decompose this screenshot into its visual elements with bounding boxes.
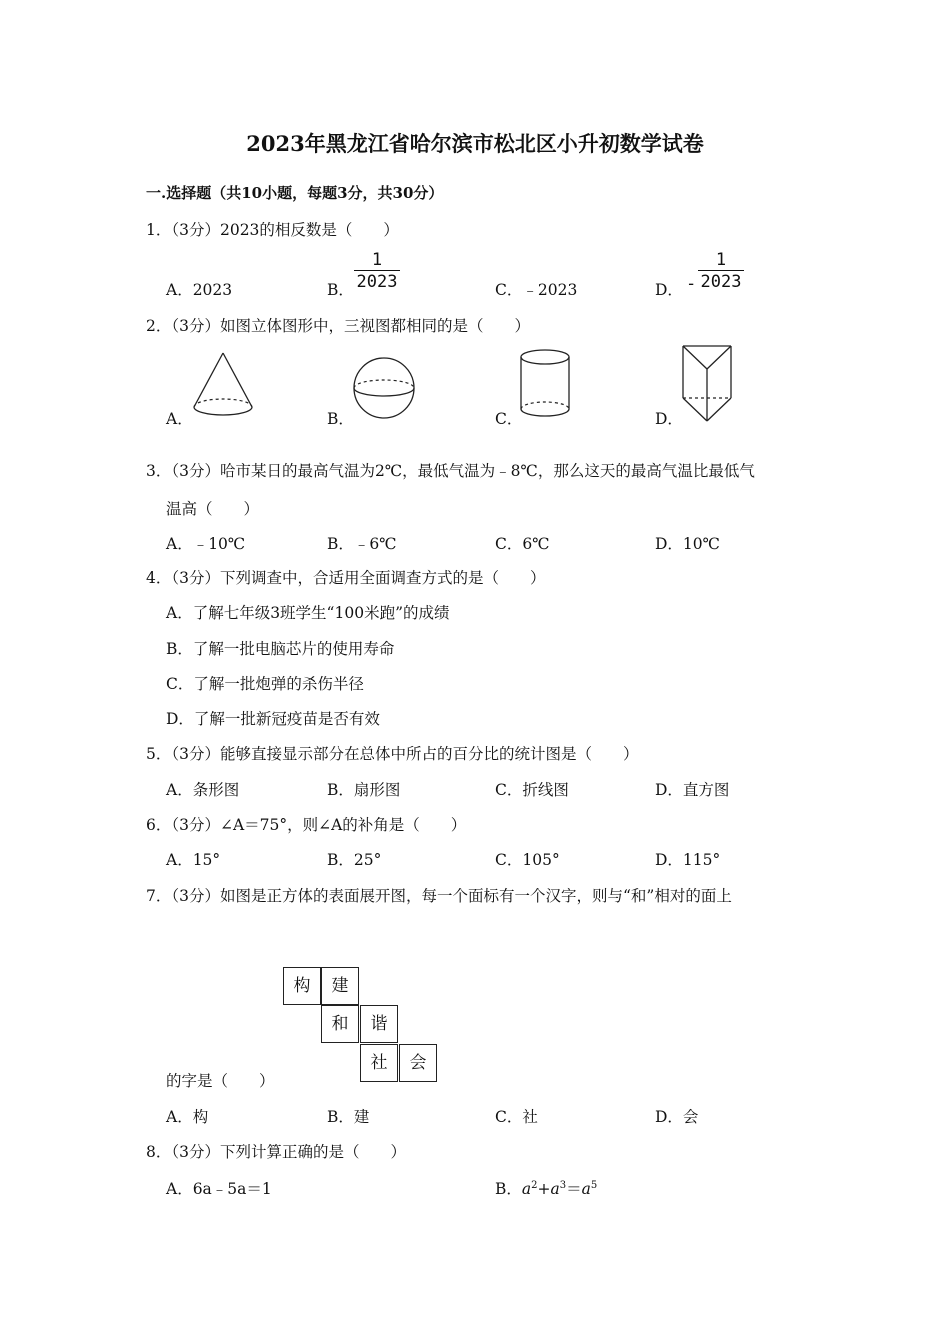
equals-sign: ＝	[566, 1180, 582, 1198]
exponent: 2	[531, 1180, 538, 1191]
q6-option-b[interactable]: B．25°	[327, 851, 382, 869]
q3-option-a[interactable]: A．﹣10℃	[166, 535, 246, 553]
cone-icon	[190, 350, 256, 422]
q5-option-d[interactable]: D．直方图	[655, 781, 730, 799]
question-7-stem-line2: 的字是（ ）	[166, 1072, 275, 1090]
question-5-stem: 5．（3分）能够直接显示部分在总体中所占的百分比的统计图是（ ）	[146, 745, 639, 763]
q4-option-c[interactable]: C．了解一批炮弹的杀伤半径	[166, 675, 364, 693]
q5-option-c[interactable]: C．折线图	[495, 781, 569, 799]
net-cell: 构	[283, 967, 321, 1005]
q3-option-b[interactable]: B．﹣6℃	[327, 535, 397, 553]
q7-option-d[interactable]: D．会	[655, 1108, 699, 1126]
triangular-prism-icon	[680, 343, 736, 425]
fraction-numerator: 1	[715, 250, 727, 270]
sphere-icon	[352, 356, 418, 422]
fraction-numerator: 1	[371, 250, 383, 270]
plus-sign: +	[537, 1180, 551, 1198]
q4-option-d[interactable]: D．了解一批新冠疫苗是否有效	[166, 710, 380, 728]
q2-option-c[interactable]: C．	[495, 410, 523, 428]
q6-option-a[interactable]: A．15°	[166, 851, 221, 869]
q7-option-c[interactable]: C．社	[495, 1108, 538, 1126]
q7-option-a[interactable]: A．构	[166, 1108, 209, 1126]
q4-option-b[interactable]: B．了解一批电脑芯片的使用寿命	[166, 640, 395, 658]
question-8-stem: 8．（3分）下列计算正确的是（ ）	[146, 1143, 406, 1161]
q4-option-a[interactable]: A．了解七年级3班学生“100米跑”的成绩	[166, 604, 450, 622]
q3-option-c[interactable]: C．6℃	[495, 535, 550, 553]
section-heading: 一.选择题（共10小题，每题3分，共30分）	[146, 184, 444, 202]
question-6-stem: 6．（3分）∠A＝75°，则∠A的补角是（ ）	[146, 816, 467, 834]
q1-option-d-label[interactable]: D．	[655, 281, 683, 299]
q1-option-c[interactable]: C．﹣2023	[495, 281, 578, 299]
question-3-stem-line2: 温高（ ）	[166, 500, 260, 518]
cylinder-icon	[518, 348, 574, 424]
question-2-stem: 2．（3分）如图立体图形中，三视图都相同的是（ ）	[146, 317, 530, 335]
q5-option-b[interactable]: B．扇形图	[327, 781, 401, 799]
question-3-stem-line1: 3．（3分）哈市某日的最高气温为2℃，最低气温为﹣8℃，那么这天的最高气温比最低气	[146, 462, 755, 480]
q6-option-c[interactable]: C．105°	[495, 851, 560, 869]
question-1-stem: 1．（3分）2023的相反数是（ ）	[146, 221, 399, 239]
q2-option-a[interactable]: A．	[166, 410, 193, 428]
var-a: a	[521, 1180, 532, 1198]
q2-option-d[interactable]: D．	[655, 410, 683, 428]
question-7-stem-line1: 7．（3分）如图是正方体的表面展开图，每一个面标有一个汉字，则与“和”相对的面上	[146, 887, 732, 905]
option-prefix: B．	[495, 1180, 522, 1198]
net-cell: 和	[321, 1005, 359, 1043]
q1-option-b-fraction	[354, 250, 400, 292]
q3-option-d[interactable]: D．10℃	[655, 535, 720, 553]
net-cell: 建	[321, 967, 359, 1005]
q1-option-d-fraction	[698, 250, 744, 292]
exponent: 5	[590, 1180, 598, 1191]
page-title: 2023年黑龙江省哈尔滨市松北区小升初数学试卷	[246, 131, 704, 156]
q2-option-b[interactable]: B．	[327, 410, 354, 428]
var-a: a	[581, 1180, 591, 1198]
q8-option-b[interactable]	[495, 1177, 597, 1199]
q7-option-b[interactable]: B．建	[327, 1108, 370, 1126]
q1-option-a[interactable]: A．2023	[166, 281, 233, 299]
net-cell: 谐	[360, 1005, 398, 1043]
fraction-denominator: 2023	[354, 270, 400, 292]
fraction-denominator: 2023	[698, 270, 744, 292]
net-cell: 社	[360, 1044, 398, 1082]
exponent: 3	[559, 1180, 567, 1191]
q1-option-b-label[interactable]: B．	[327, 281, 354, 299]
q6-option-d[interactable]: D．115°	[655, 851, 721, 869]
var-a: a	[550, 1180, 560, 1198]
net-cell: 会	[399, 1044, 437, 1082]
q8-option-a[interactable]: A．6a﹣5a＝1	[166, 1180, 272, 1198]
q1-option-d-minus: -	[686, 274, 697, 294]
question-4-stem: 4．（3分）下列调查中，合适用全面调查方式的是（ ）	[146, 569, 546, 587]
q5-option-a[interactable]: A．条形图	[166, 781, 240, 799]
